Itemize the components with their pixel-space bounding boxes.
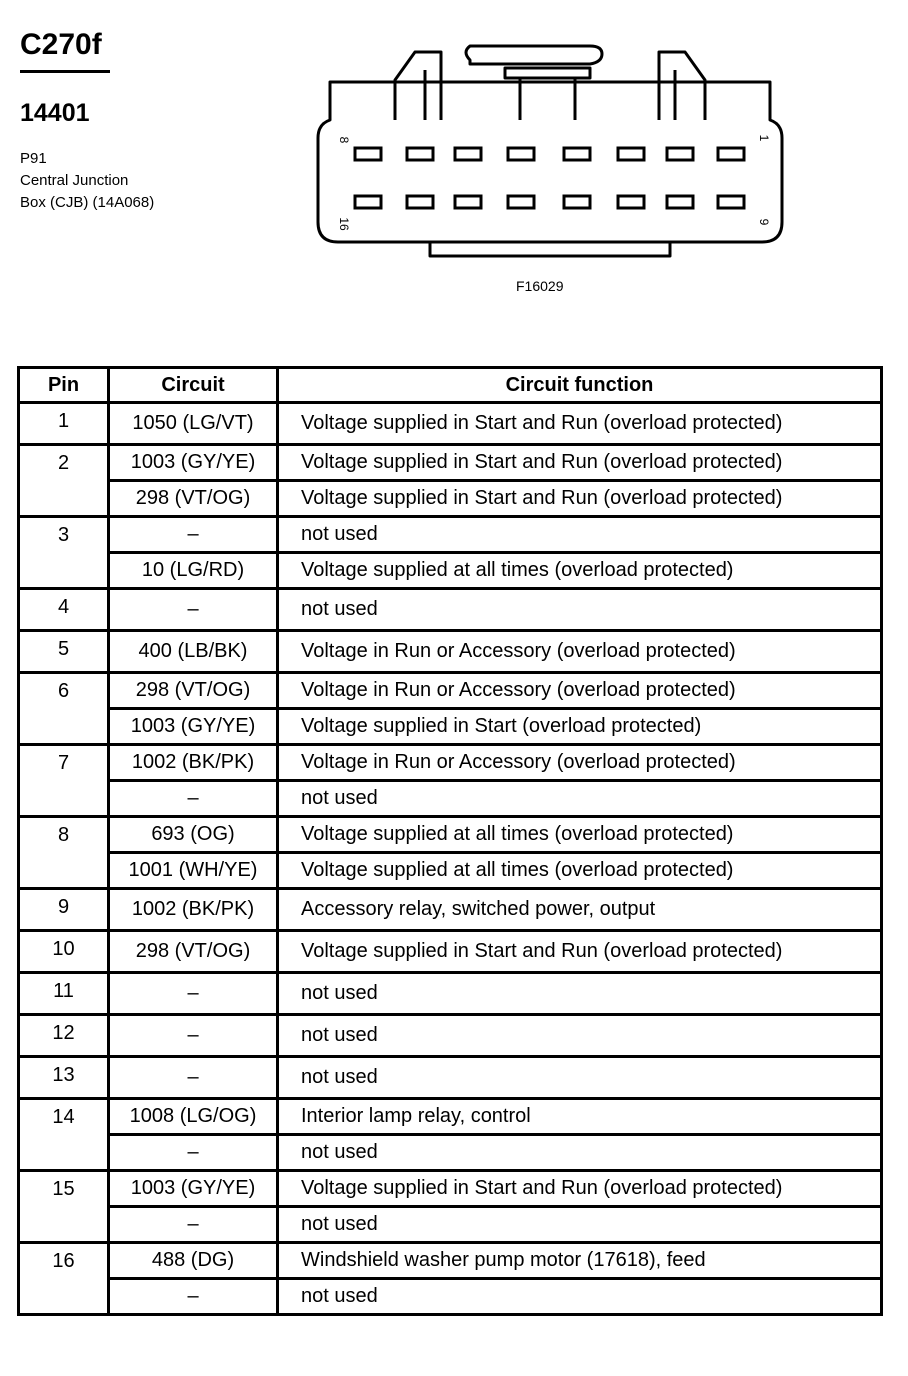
part-number: 14401 [20, 99, 90, 127]
pin-cavity-1 [718, 148, 744, 160]
circuit-cell: – [109, 781, 278, 817]
description-line: Central Junction [20, 172, 129, 189]
circuit-function-cell: not used [278, 1207, 882, 1243]
pin-cavity-16 [355, 196, 381, 208]
pin-cavity-5 [508, 148, 534, 160]
table-row [19, 481, 882, 517]
circuit-function-cell: Voltage supplied at all times (overload protected) [278, 553, 882, 589]
circuit-function-cell: Voltage supplied in Start and Run (overload protected) [278, 481, 882, 517]
circuit-function-cell: Voltage supplied at all times (overload protected) [278, 853, 882, 889]
circuit-function-cell: not used [278, 1015, 882, 1057]
circuit-cell: 1050 (LG/VT) [109, 403, 278, 445]
pin-number: 14 [19, 1099, 109, 1171]
pin-cavity-row-bottom [355, 196, 744, 208]
circuit-function-cell: not used [278, 973, 882, 1015]
pin-cavity-10 [667, 196, 693, 208]
circuit-cell: 1002 (BK/PK) [109, 745, 278, 781]
pin-cavity-8 [355, 148, 381, 160]
pin-number: 11 [19, 973, 109, 1015]
table-row [19, 631, 882, 673]
circuit-function-cell: Interior lamp relay, control [278, 1099, 882, 1135]
circuit-cell: 488 (DG) [109, 1243, 278, 1279]
circuit-cell: 1003 (GY/YE) [109, 445, 278, 481]
table-row [19, 589, 882, 631]
circuit-function-cell: Windshield washer pump motor (17618), feed [278, 1243, 882, 1279]
circuit-cell: – [109, 517, 278, 553]
column-header-pin: Pin [19, 368, 109, 403]
circuit-cell: 10 (LG/RD) [109, 553, 278, 589]
table-row [19, 1135, 882, 1171]
table-row [19, 1279, 882, 1315]
circuit-function-cell: Voltage supplied in Start and Run (overload protected) [278, 445, 882, 481]
pin-label-top-left: 8 [337, 136, 351, 144]
circuit-function-cell: not used [278, 1135, 882, 1171]
table-row [19, 853, 882, 889]
table-row [19, 931, 882, 973]
pin-number: 7 [19, 745, 109, 817]
circuit-cell: – [109, 1135, 278, 1171]
table-row [19, 1015, 882, 1057]
pin-cavity-15 [407, 196, 433, 208]
circuit-cell: 1002 (BK/PK) [109, 889, 278, 931]
table-row [19, 673, 882, 709]
connector-description [20, 148, 154, 214]
table-header-row [19, 368, 882, 403]
circuit-function-cell: not used [278, 1279, 882, 1315]
pin-number: 12 [19, 1015, 109, 1057]
pin-cavity-9 [718, 196, 744, 208]
circuit-function-cell: Voltage supplied in Start and Run (overload protected) [278, 403, 882, 445]
pin-cavity-2 [667, 148, 693, 160]
pin-number: 2 [19, 445, 109, 517]
connector-face-diagram [310, 40, 790, 270]
connector-id-underline [20, 70, 110, 73]
table-row [19, 817, 882, 853]
table-row [19, 1057, 882, 1099]
pin-number: 3 [19, 517, 109, 589]
pin-cavity-6 [455, 148, 481, 160]
pin-cavity-4 [564, 148, 590, 160]
circuit-cell: 400 (LB/BK) [109, 631, 278, 673]
circuit-cell: 1008 (LG/OG) [109, 1099, 278, 1135]
circuit-cell: 298 (VT/OG) [109, 673, 278, 709]
table-row [19, 1243, 882, 1279]
circuit-function-cell: Voltage supplied in Start (overload protected) [278, 709, 882, 745]
column-header-circuit: Circuit [109, 368, 278, 403]
circuit-function-cell: Voltage in Run or Accessory (overload protected) [278, 631, 882, 673]
circuit-cell: – [109, 1015, 278, 1057]
pin-cavity-3 [618, 148, 644, 160]
pin-number: 9 [19, 889, 109, 931]
pin-number: 4 [19, 589, 109, 631]
pinout-table-body [19, 403, 882, 1315]
pin-cavity-11 [618, 196, 644, 208]
table-row [19, 709, 882, 745]
description-line: P91 [20, 150, 47, 167]
circuit-function-cell: Voltage in Run or Accessory (overload protected) [278, 745, 882, 781]
pin-label-bottom-right: 9 [757, 218, 771, 226]
table-row [19, 1099, 882, 1135]
circuit-cell: 1001 (WH/YE) [109, 853, 278, 889]
pin-number: 15 [19, 1171, 109, 1243]
pin-number: 5 [19, 631, 109, 673]
pin-number: 13 [19, 1057, 109, 1099]
pin-number: 1 [19, 403, 109, 445]
circuit-cell: – [109, 1207, 278, 1243]
table-row [19, 1207, 882, 1243]
table-row [19, 1171, 882, 1207]
circuit-function-cell: Voltage in Run or Accessory (overload protected) [278, 673, 882, 709]
circuit-function-cell: Voltage supplied in Start and Run (overload protected) [278, 1171, 882, 1207]
table-row [19, 403, 882, 445]
pin-number: 10 [19, 931, 109, 973]
circuit-function-cell: not used [278, 589, 882, 631]
table-row [19, 973, 882, 1015]
circuit-function-cell: not used [278, 1057, 882, 1099]
circuit-cell: 298 (VT/OG) [109, 481, 278, 517]
table-row [19, 745, 882, 781]
connector-body-outline [318, 46, 782, 256]
table-row [19, 553, 882, 589]
description-line: Box (CJB) (14A068) [20, 194, 155, 211]
connector-id: C270f [20, 28, 102, 61]
circuit-cell: 693 (OG) [109, 817, 278, 853]
pin-label-top-right: 1 [757, 134, 771, 142]
circuit-function-cell: not used [278, 517, 882, 553]
table-row [19, 889, 882, 931]
pin-number: 6 [19, 673, 109, 745]
circuit-function-cell: Accessory relay, switched power, output [278, 889, 882, 931]
pin-number: 8 [19, 817, 109, 889]
circuit-function-cell: not used [278, 781, 882, 817]
pin-cavity-13 [508, 196, 534, 208]
circuit-function-cell: Voltage supplied at all times (overload protected) [278, 817, 882, 853]
table-row [19, 517, 882, 553]
table-row [19, 781, 882, 817]
circuit-cell: – [109, 973, 278, 1015]
circuit-cell: 298 (VT/OG) [109, 931, 278, 973]
pinout-table [17, 366, 883, 1316]
circuit-cell: – [109, 1057, 278, 1099]
circuit-cell: – [109, 589, 278, 631]
pin-cavity-14 [455, 196, 481, 208]
pin-number: 16 [19, 1243, 109, 1315]
table-row [19, 445, 882, 481]
figure-code: F16029 [516, 278, 564, 294]
circuit-cell: – [109, 1279, 278, 1315]
circuit-cell: 1003 (GY/YE) [109, 1171, 278, 1207]
pin-cavity-12 [564, 196, 590, 208]
column-header-function: Circuit function [278, 368, 882, 403]
circuit-cell: 1003 (GY/YE) [109, 709, 278, 745]
pin-cavity-7 [407, 148, 433, 160]
circuit-function-cell: Voltage supplied in Start and Run (overload protected) [278, 931, 882, 973]
pin-label-bottom-left: 16 [337, 217, 351, 231]
pin-cavity-row-top [355, 148, 744, 160]
